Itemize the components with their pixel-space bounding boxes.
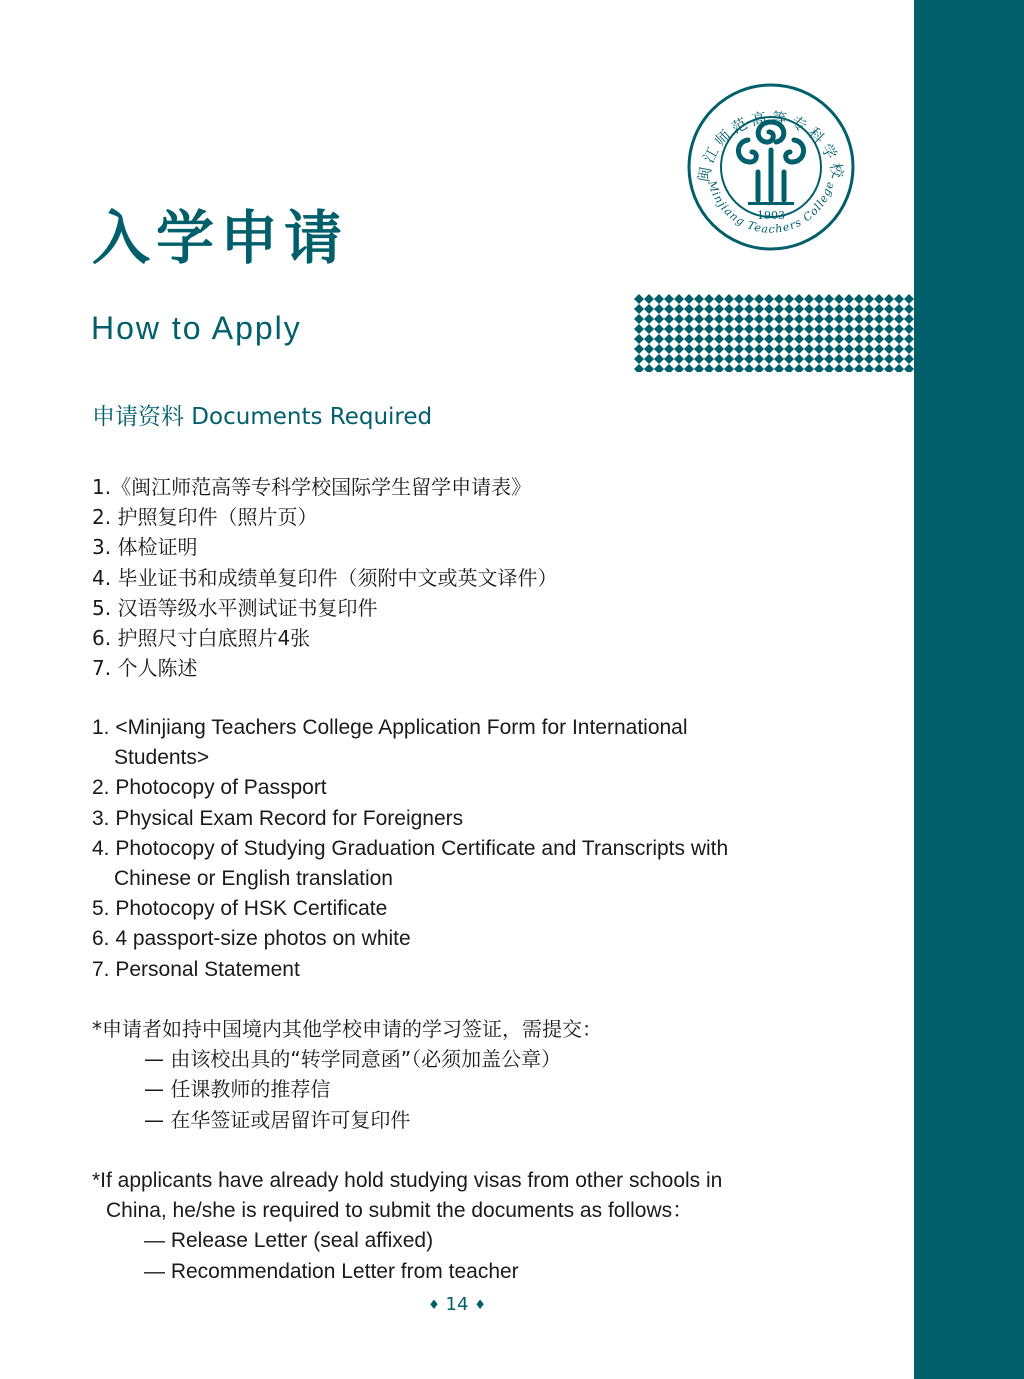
list-item: 2. 护照复印件（照片页）	[92, 505, 318, 530]
list-item: 1.《闽江师范高等专科学校国际学生留学申请表》	[92, 475, 532, 499]
transfer-note-zh	[92, 1014, 602, 1135]
logo-year: 1903	[757, 209, 785, 222]
list-item: 1. <Minjiang Teachers College Application Form for International Students>	[92, 716, 688, 770]
note-intro: *If applicants have already hold studying visas from other schools in	[92, 1169, 723, 1192]
note-intro-continued: China, he/she is required to submit the documents as follows：	[106, 1199, 694, 1223]
documents-list-zh	[92, 472, 557, 683]
logo-ring-text-en: Minjiang Teachers College	[705, 179, 837, 236]
page-title-en: How to Apply	[91, 310, 302, 346]
list-item: 2. Photocopy of Passport	[92, 776, 327, 800]
documents-list-en	[92, 713, 782, 985]
list-item: 6. 4 passport-size photos on white	[92, 927, 411, 951]
note-item: — 任课教师的推荐信	[144, 1077, 331, 1102]
list-item: 7. 个人陈述	[92, 656, 198, 681]
list-item: 4. Photocopy of Studying Graduation Certificate and Transcripts with Chinese or English translation	[92, 836, 729, 891]
list-item: 7. Personal Statement	[92, 957, 300, 981]
diamond-icon: ♦	[474, 1298, 486, 1313]
note-item: — Recommendation Letter from teacher	[144, 1259, 519, 1283]
list-item: 3. 体检证明	[92, 535, 198, 560]
logo-ring-text-zh: 闽江师范高等专科学校	[694, 108, 848, 184]
page-number	[0, 1291, 914, 1320]
diamond-icon: ♦	[428, 1298, 440, 1313]
documents-required-heading: 申请资料 Documents Required	[92, 404, 433, 430]
list-item: 5. Photocopy of HSK Certificate	[92, 897, 388, 921]
page-title-zh: 入学申请	[92, 204, 349, 272]
list-item: 5. 汉语等级水平测试证书复印件	[92, 595, 378, 620]
note-item: — Release Letter (seal affixed)	[144, 1229, 434, 1253]
note-item: — 由该校出具的“转学同意函”（必须加盖公章）	[144, 1047, 562, 1072]
list-item: 6. 护照尺寸白底照片4张	[92, 626, 311, 651]
note-intro: *申请者如持中国境内其他学校申请的学习签证，需提交：	[92, 1017, 602, 1041]
note-item: — 在华签证或居留许可复印件	[144, 1107, 411, 1132]
teal-sidebar	[914, 0, 1024, 1379]
college-seal-logo	[686, 82, 856, 252]
page-number-value: 14	[445, 1294, 469, 1315]
diamond-pattern	[634, 294, 914, 372]
list-item: 3. Physical Exam Record for Foreigners	[92, 806, 464, 830]
list-item: 4. 毕业证书和成绩单复印件（须附中文或英文译件）	[92, 565, 558, 590]
transfer-note-en	[92, 1166, 722, 1287]
